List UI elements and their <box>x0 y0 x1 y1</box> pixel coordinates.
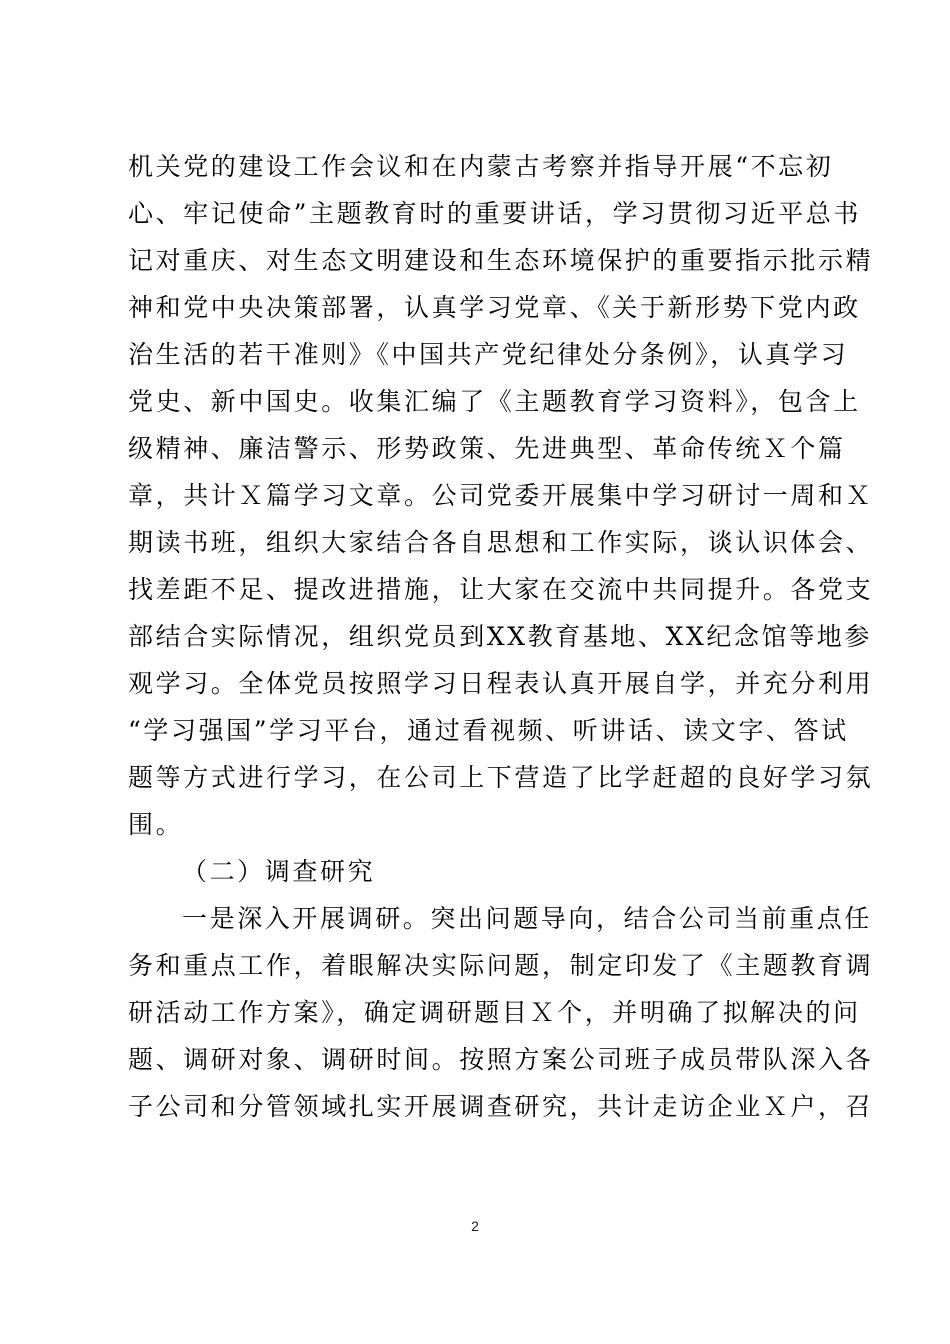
section-heading: （二）调查研究 <box>182 857 376 886</box>
text-line: “学习强国”学习平台，通过看视频、听讲话、读文字、答试 <box>128 716 849 745</box>
text-line: 部结合实际情况，组织党员到XX教育基地、XX纪念馆等地参 <box>128 622 872 651</box>
text-line: 研活动工作方案》，确定调研题目Ｘ个，并明确了拟解决的问 <box>128 998 861 1027</box>
text-line: 围。 <box>128 810 184 839</box>
text-line: 题、调研对象、调研时间。按照方案公司班子成员带队深入各 <box>128 1045 874 1074</box>
text-line: 题等方式进行学习，在公司上下营造了比学赶超的良好学习氛 <box>128 763 874 792</box>
text-line: 神和党中央决策部署，认真学习党章、《关于新形势下党内政 <box>128 293 861 322</box>
text-line: 治生活的若干准则》《中国共产党纪律处分条例》，认真学习 <box>128 340 849 369</box>
text-line: 心、牢记使命”主题教育时的重要讲话，学习贯彻习近平总书 <box>128 199 861 228</box>
page-number: 2 <box>471 1218 479 1234</box>
text-line: 机关党的建设工作会议和在内蒙古考察并指导开展“不忘初 <box>128 152 834 181</box>
text-line: 章，共计Ｘ篇学习文章。公司党委开展集中学习研讨一周和Ｘ <box>128 481 874 510</box>
text-line: 找差距不足、提改进措施，让大家在交流中共同提升。各党支 <box>128 575 874 604</box>
text-line: 党史、新中国史。收集汇编了《主题教育学习资料》，包含上 <box>128 387 861 416</box>
text-line: 期读书班，组织大家结合各自思想和工作实际，谈认识体会、 <box>128 528 874 557</box>
text-line: 务和重点工作，着眼解决实际问题，制定印发了《主题教育调 <box>128 951 874 980</box>
text-line: 一是深入开展调研。突出问题导向，结合公司当前重点任 <box>182 904 873 933</box>
text-line: 级精神、廉洁警示、形势政策、先进典型、革命传统Ｘ个篇 <box>128 434 846 463</box>
text-line: 记对重庆、对生态文明建设和生态环境保护的重要指示批示精 <box>128 246 874 275</box>
text-line: 子公司和分管领域扎实开展调查研究，共计走访企业Ｘ户，召 <box>128 1092 874 1121</box>
text-line: 观学习。全体党员按照学习日程表认真开展自学，并充分利用 <box>128 669 874 698</box>
